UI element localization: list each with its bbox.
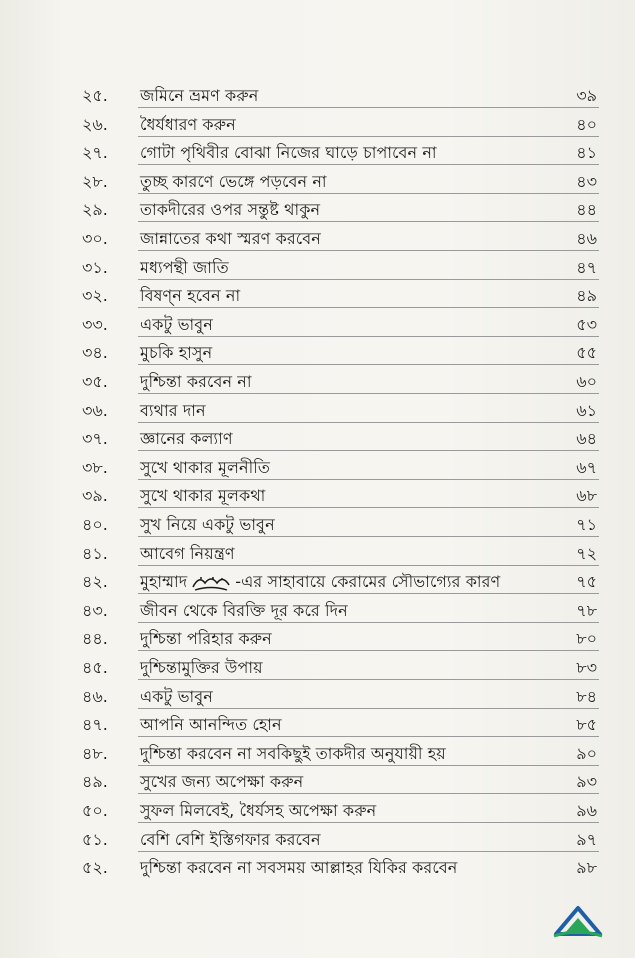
toc-entry-page: ৯৩ bbox=[576, 772, 597, 792]
toc-entry[interactable] bbox=[0, 168, 635, 196]
toc-entry-number: ৪৮. bbox=[82, 743, 108, 763]
row-divider bbox=[138, 450, 599, 451]
toc-entry[interactable] bbox=[0, 82, 635, 110]
toc-entry[interactable] bbox=[0, 368, 635, 396]
toc-entry-title: তুচ্ছ কারণে ভেঙ্গে পড়বেন না bbox=[140, 171, 327, 191]
toc-entry-page: ৪৯ bbox=[576, 286, 597, 306]
row-divider bbox=[138, 221, 599, 222]
toc-entry-page: ৯০ bbox=[576, 743, 597, 763]
toc-entry-title: জ্ঞানের কল্যাণ bbox=[140, 429, 233, 449]
toc-entry-number: ২৯. bbox=[82, 200, 108, 220]
toc-entry-number: ৫২. bbox=[82, 858, 108, 878]
toc-entry[interactable] bbox=[0, 139, 635, 167]
toc-entry-number: ৩৩. bbox=[82, 314, 108, 334]
publisher-logo-icon bbox=[552, 900, 604, 940]
toc-entry-page: ৮৫ bbox=[576, 715, 597, 735]
toc-entry[interactable] bbox=[0, 225, 635, 253]
toc-entry-page: ৯৬ bbox=[576, 801, 597, 820]
toc-entry-page: ৪৬ bbox=[576, 229, 597, 248]
toc-entry-number: ২৭. bbox=[82, 143, 108, 163]
row-divider bbox=[138, 479, 599, 480]
toc-entry-number: ৩০. bbox=[82, 229, 108, 248]
salawat-seal-icon bbox=[191, 573, 231, 593]
toc-entry-title: একটু ভাবুন bbox=[140, 686, 213, 706]
toc-entry-number: ২৫. bbox=[82, 86, 108, 105]
row-divider bbox=[138, 136, 599, 137]
toc-entry[interactable] bbox=[0, 797, 635, 825]
toc-entry-title: বিষণ্ন হবেন না bbox=[140, 286, 241, 306]
row-divider bbox=[138, 507, 599, 508]
toc-entry[interactable] bbox=[0, 311, 635, 339]
row-divider bbox=[138, 736, 599, 737]
toc-entry-page: ৬৭ bbox=[576, 457, 597, 477]
row-divider bbox=[138, 765, 599, 766]
toc-entry-page: ৮০ bbox=[576, 629, 597, 649]
toc-entry-number: ৩৭. bbox=[82, 429, 108, 449]
toc-entry-title: দুশ্চিন্তামুক্তির উপায় bbox=[140, 658, 263, 677]
toc-entry[interactable] bbox=[0, 196, 635, 224]
toc-entry-number: ৪৪. bbox=[82, 629, 108, 649]
toc-entry[interactable] bbox=[0, 711, 635, 739]
toc-entry-page: ৮৪ bbox=[576, 686, 597, 706]
toc-entry[interactable] bbox=[0, 111, 635, 139]
toc-entry-title: সুফল মিলবেই, ধৈর্যসহ অপেক্ষা করুন bbox=[140, 801, 377, 820]
toc-entry-page: ৪৪ bbox=[576, 200, 597, 220]
row-divider bbox=[138, 307, 599, 308]
toc-entry-title: জান্নাতের কথা স্মরণ করবেন bbox=[140, 229, 321, 248]
toc-entry-number: ৩৮. bbox=[82, 457, 108, 477]
toc-entry-title: জমিনে ভ্রমণ করুন bbox=[140, 86, 259, 105]
row-divider bbox=[138, 793, 599, 794]
toc-entry[interactable] bbox=[0, 454, 635, 482]
toc-entry-title: একটু ভাবুন bbox=[140, 314, 213, 334]
toc-entry-number: ৩৪. bbox=[82, 343, 108, 363]
toc-entry[interactable] bbox=[0, 540, 635, 568]
toc-entry-page: ৪১ bbox=[576, 143, 597, 163]
row-divider bbox=[138, 336, 599, 337]
toc-entry-title-part: -এর সাহাবায়ে কেরামের সৌভাগ্যের কারণ bbox=[235, 572, 501, 592]
toc-entry[interactable] bbox=[0, 740, 635, 768]
row-divider bbox=[138, 193, 599, 194]
row-divider bbox=[138, 650, 599, 651]
toc-entry-number: ৩২. bbox=[82, 286, 108, 306]
toc-entry-title: সুখের জন্য অপেক্ষা করুন bbox=[140, 772, 304, 792]
toc-entry[interactable] bbox=[0, 768, 635, 796]
toc-entry-title: সুখ নিয়ে একটু ভাবুন bbox=[140, 515, 275, 534]
row-divider bbox=[138, 250, 599, 251]
toc-entry-title: আপনি আনন্দিত হোন bbox=[140, 715, 282, 735]
toc-entry-number: ৩৯. bbox=[82, 486, 108, 506]
toc-entry-number: ৪০. bbox=[82, 515, 108, 534]
toc-entry-title bbox=[140, 568, 500, 596]
toc-entry[interactable] bbox=[0, 683, 635, 711]
toc-entry-page: ৪০ bbox=[576, 114, 597, 134]
row-divider bbox=[138, 851, 599, 852]
toc-entry-page: ৪৩ bbox=[576, 171, 597, 191]
toc-entry-number: ৪১. bbox=[82, 543, 108, 563]
toc-entry-number: ৪৯. bbox=[82, 772, 108, 792]
toc-entry-page: ৬১ bbox=[576, 400, 597, 420]
toc-entry-number: ৫০. bbox=[82, 801, 108, 820]
toc-entry[interactable] bbox=[0, 854, 635, 882]
row-divider bbox=[138, 107, 599, 108]
toc-entry-title: সুখে থাকার মূলনীতি bbox=[140, 457, 270, 477]
toc-entry-page: ৪৭ bbox=[576, 257, 597, 277]
row-divider bbox=[138, 164, 599, 165]
row-divider bbox=[138, 679, 599, 680]
toc-entry-title: দুশ্চিন্তা পরিহার করুন bbox=[140, 629, 272, 649]
toc-entry[interactable] bbox=[0, 482, 635, 510]
toc-entry-title: বেশি বেশি ইস্তিগফার করবেন bbox=[140, 829, 321, 849]
toc-entry-page: ৫৫ bbox=[576, 343, 597, 363]
toc-entry-page: ৭১ bbox=[576, 515, 597, 534]
toc-entry-page: ৩৯ bbox=[576, 86, 597, 105]
toc-entry-title: গোটা পৃথিবীর বোঝা নিজের ঘাড়ে চাপাবেন না bbox=[140, 143, 437, 163]
toc-entry-title: দুশ্চিন্তা করবেন না সবকিছুই তাকদীর অনুযায়ী হয় bbox=[140, 743, 446, 763]
toc-entry[interactable] bbox=[0, 254, 635, 282]
toc-entry[interactable] bbox=[0, 597, 635, 625]
toc-entry-title: মধ্যপন্থী জাতি bbox=[140, 257, 229, 277]
toc-entry-number: ৩১. bbox=[82, 257, 108, 277]
row-divider bbox=[138, 593, 599, 594]
toc-entry[interactable] bbox=[0, 826, 635, 854]
toc-entry-number: ২৬. bbox=[82, 114, 108, 134]
row-divider bbox=[138, 565, 599, 566]
toc-entry-page: ৭২ bbox=[576, 543, 597, 563]
toc-entry[interactable] bbox=[0, 511, 635, 539]
toc-entry-page: ৭৮ bbox=[576, 600, 597, 620]
toc-entry-number: ৪৬. bbox=[82, 686, 108, 706]
toc-entry-title: দুশ্চিন্তা করবেন না সবসময় আল্লাহর যিকির করবেন bbox=[140, 858, 458, 878]
toc-entry-number: ৪৫. bbox=[82, 658, 108, 677]
toc-entry-page: ৬০ bbox=[576, 372, 597, 391]
toc-entry-title: আবেগ নিয়ন্ত্রণ bbox=[140, 543, 235, 563]
toc-entry[interactable] bbox=[0, 397, 635, 425]
toc-entry-number: ৪৩. bbox=[82, 600, 108, 620]
toc-entry[interactable] bbox=[0, 654, 635, 682]
toc-entry-title: জীবন থেকে বিরক্তি দূর করে দিন bbox=[140, 600, 348, 620]
row-divider bbox=[138, 622, 599, 623]
toc-entry-title: ব্যথার দান bbox=[140, 400, 206, 420]
toc-entry-number: ৪৭. bbox=[82, 715, 108, 735]
toc-entry-page: ৭৫ bbox=[576, 572, 597, 592]
row-divider bbox=[138, 536, 599, 537]
toc-entry-number: ৩৫. bbox=[82, 372, 108, 391]
toc-entry[interactable] bbox=[0, 568, 635, 596]
toc-entry[interactable] bbox=[0, 282, 635, 310]
toc-entry-title: ধৈর্যধারণ করুন bbox=[140, 114, 236, 134]
toc-entry-page: ৯৮ bbox=[576, 858, 597, 878]
toc-entry-page: ৯৭ bbox=[576, 829, 597, 849]
row-divider bbox=[138, 422, 599, 423]
toc-entry-title: মুচকি হাসুন bbox=[140, 343, 213, 363]
toc-entry-number: ২৮. bbox=[82, 171, 108, 191]
toc-entry[interactable] bbox=[0, 625, 635, 653]
row-divider bbox=[138, 364, 599, 365]
toc-entry-title-part: মুহাম্মাদ bbox=[140, 572, 188, 592]
row-divider bbox=[138, 822, 599, 823]
toc-entry-number: ৩৬. bbox=[82, 400, 108, 420]
toc-entry-page: ৬৪ bbox=[576, 429, 597, 449]
toc-entry[interactable] bbox=[0, 425, 635, 453]
toc-entry-page: ৬৮ bbox=[576, 486, 597, 506]
row-divider bbox=[138, 279, 599, 280]
toc-entry-number: ৪২. bbox=[82, 572, 108, 592]
toc-entry-title: দুশ্চিন্তা করবেন না bbox=[140, 372, 252, 391]
row-divider bbox=[138, 708, 599, 709]
toc-entry[interactable] bbox=[0, 339, 635, 367]
toc-entry-number: ৫১. bbox=[82, 829, 108, 849]
toc-entry-title: তাকদীরের ওপর সন্তুষ্ট থাকুন bbox=[140, 200, 321, 220]
toc-entry-title: সুখে থাকার মূলকথা bbox=[140, 486, 266, 506]
toc-entry-page: ৮৩ bbox=[576, 658, 597, 677]
row-divider bbox=[138, 393, 599, 394]
toc-entry-page: ৫৩ bbox=[576, 314, 597, 334]
